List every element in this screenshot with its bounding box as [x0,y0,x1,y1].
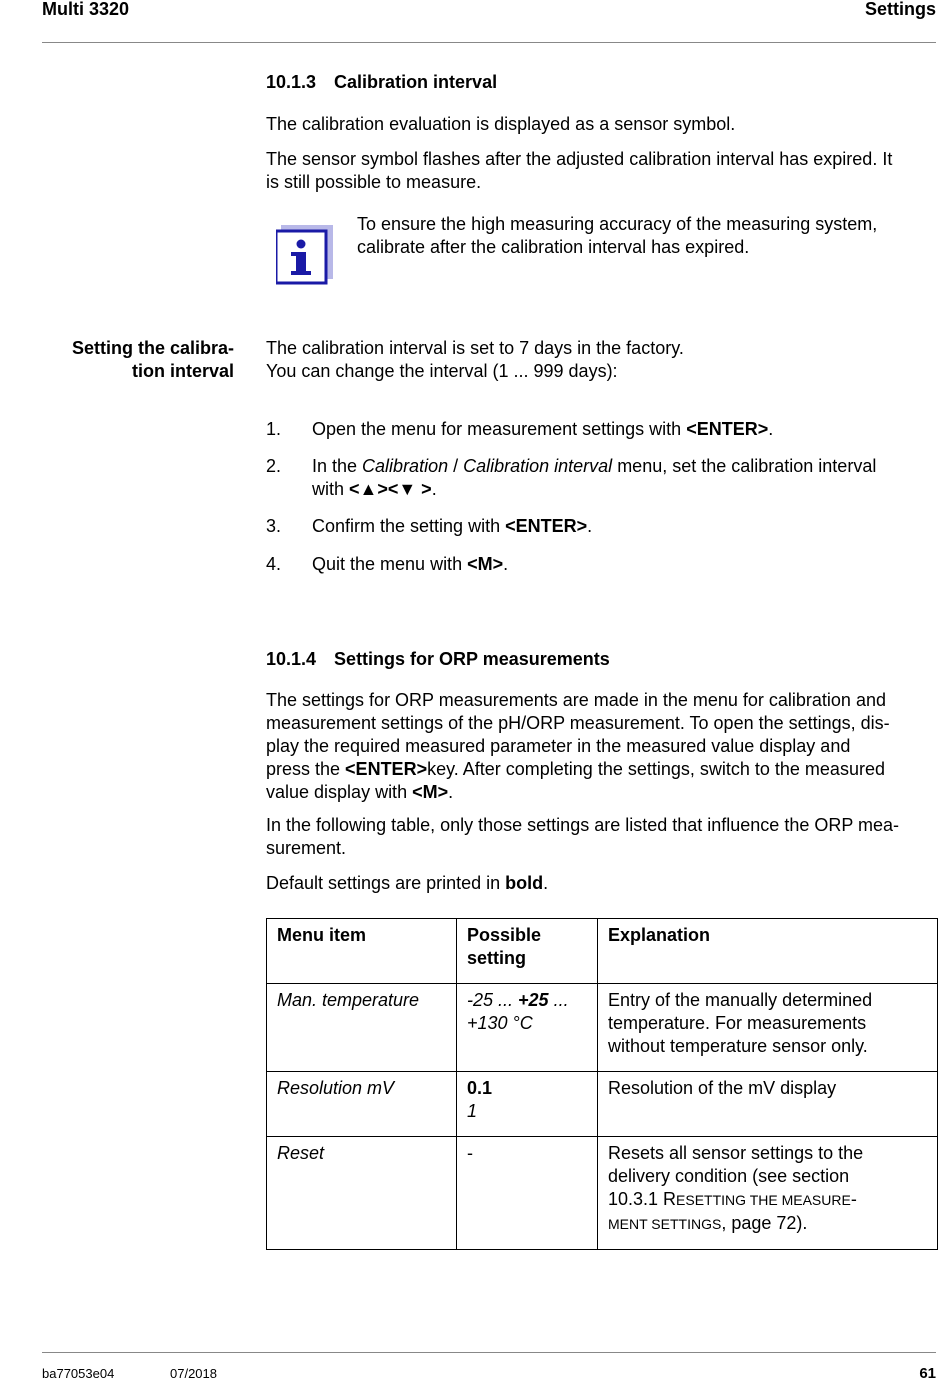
document-number: ba77053e04 [42,1366,115,1381]
paragraph [266,337,936,383]
setting-cell: -25 ... +25 ... +130 °C [457,984,598,1072]
explanation-cell: Resets all sensor settings to the delivery condition (see section 10.3.1 RESETTING THE MEASURE- MENT SETTINGS, page 72). [598,1137,938,1250]
step-text: Open the menu for measurement settings with <ENTER>. [312,419,774,439]
text-line: measurement settings of the pH/ORP measurement. To open the settings, dis- [266,713,890,733]
page-number: 61 [919,1365,936,1382]
key-label: <M> [467,554,504,574]
section-title: Settings for ORP measurements [334,649,610,669]
setting-cell: - [457,1137,598,1250]
section-number: 10.1.4 [266,649,317,669]
text-line: Setting the calibra- [71,338,234,358]
table-row [267,1072,938,1137]
section-heading-orp-settings [266,648,610,671]
info-note [357,213,937,259]
menu-name: Calibration interval [463,456,613,476]
text-line: The sensor symbol flashes after the adjusted calibration interval has expired. It [266,149,893,169]
paragraph: The calibration evaluation is displayed as a sensor symbol. [266,114,736,134]
step-text: Confirm the setting with <ENTER>. [312,516,593,536]
setting-cell: 0.1 1 [457,1072,598,1137]
header-rule [42,42,936,43]
text-line: tion interval [131,361,234,381]
text-line: play the required measured parameter in the measured value display and [266,736,851,756]
table-row [267,1137,938,1250]
key-label: <ENTER> [686,419,769,439]
text-line: is still possible to measure. [266,172,482,192]
text-line: To ensure the high measuring accuracy of the measuring system, [357,214,878,234]
paragraph: Default settings are printed in bold. [266,873,549,893]
orp-settings-table [266,918,938,1250]
margin-heading [42,337,234,383]
step-number: 2. [266,456,282,476]
footer-rule [42,1352,936,1353]
explanation-cell: Resolution of the mV display [598,1072,938,1137]
key-label: <ENTER> [505,516,588,536]
paragraph [266,814,936,860]
step-number: 1. [266,419,282,439]
menu-item-cell: Reset [267,1137,457,1250]
key-label: <ENTER> [345,759,428,779]
column-header: Explanation [598,919,938,984]
document-date: 07/2018 [170,1366,217,1381]
text-line: calibrate after the calibration interval has expired. [357,237,750,257]
text-line: surement. [266,838,347,858]
header-section: Settings [864,0,936,19]
section-title: Calibration interval [334,72,498,92]
step-number: 4. [266,554,282,574]
info-icon [276,225,332,283]
text-line: You can change the interval (1 ... 999 days): [266,361,618,381]
text-line: The calibration interval is set to 7 days in the factory. [266,338,684,358]
section-heading-calibration-interval [266,71,497,94]
section-number: 10.1.3 [266,72,317,92]
text-line: The settings for ORP measurements are made in the menu for calibration and [266,690,886,710]
table-header-row [267,919,938,984]
table-row [267,984,938,1072]
text-line: In the following table, only those settings are listed that influence the ORP mea- [266,815,900,835]
paragraph [266,148,936,194]
step-text: In the Calibration / Calibration interval menu, set the calibration interval with <▲><▼ >. [312,456,877,499]
step-text: Quit the menu with <M>. [312,554,509,574]
header-title: Multi 3320 [42,0,130,19]
paragraph: The settings for ORP measurements are made in the menu for calibration and measurement settings of the pH/ORP measurement. To open the settings, dis- play the required measured parameter in the measured value display and press the <ENTER>key. After completing the settings, switch to the measured value display with <M>. [266,689,936,804]
key-label: <M> [412,782,449,802]
menu-item-cell: Resolution mV [267,1072,457,1137]
column-header: Menu item [267,919,457,984]
column-header: Possible setting [457,919,598,984]
menu-name: Calibration [362,456,449,476]
arrow-keys-label: <▲><▼ > [349,479,432,499]
explanation-cell: Entry of the manually determined temperature. For measurements without temperature sensor only. [598,984,938,1072]
step-number: 3. [266,516,282,536]
menu-item-cell: Man. temperature [267,984,457,1072]
